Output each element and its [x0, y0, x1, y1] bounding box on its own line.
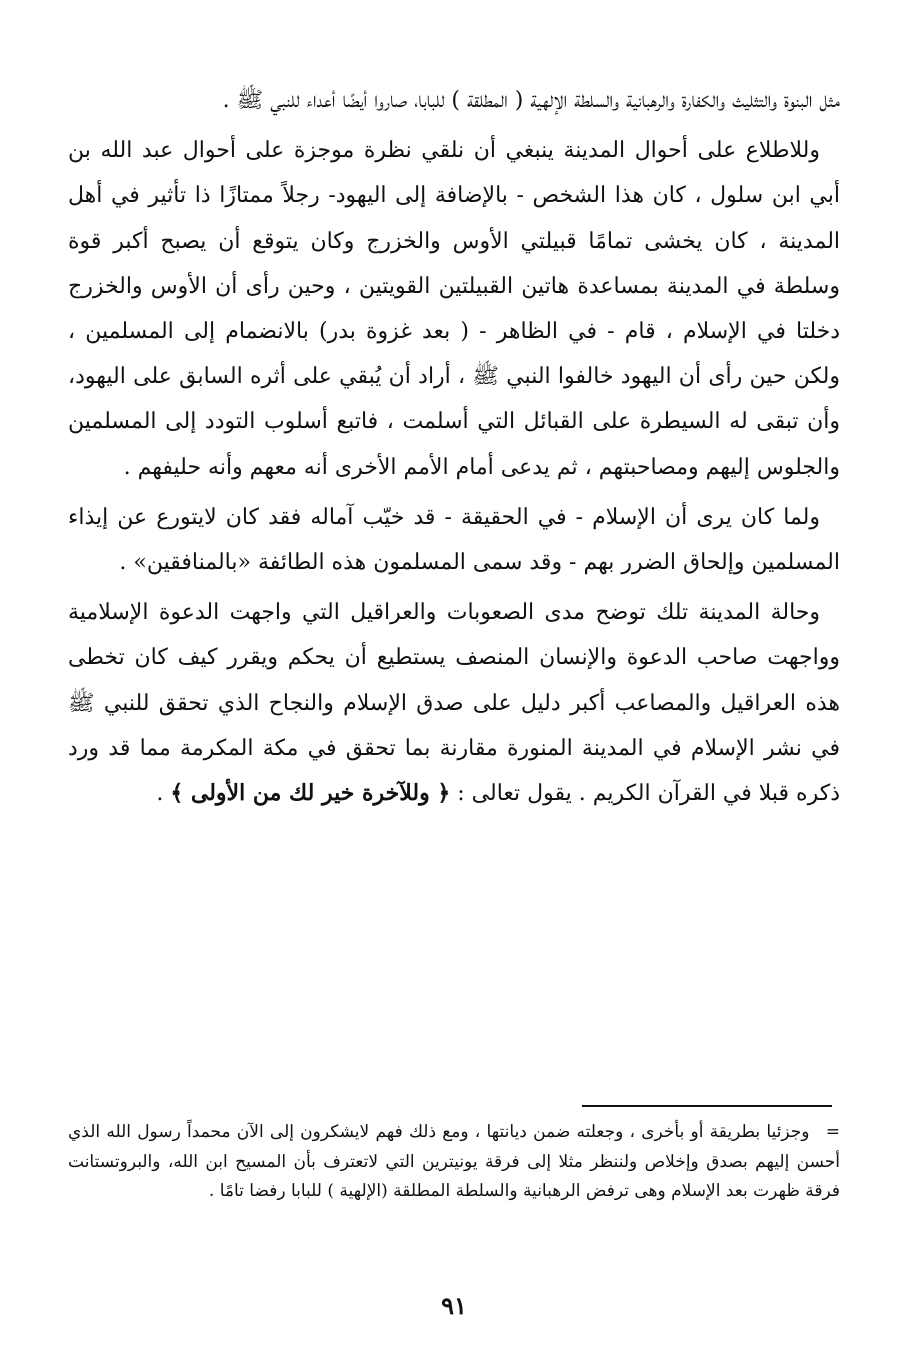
book-page [68, 78, 840, 1348]
text-line: تخطى هذه العراقيل والمصاعب أكبر دليل على صدق الإسلام والنجاح الذي تحقق للنبي [68, 645, 840, 716]
text-line: المسلمين وإلحاق الضرر بهم - وقد سمى المسلمون هذه الطائفة «بالمنافقين» . [119, 550, 840, 576]
text-line: وحالة المدينة تلك توضح مدى الصعوبات والعراقيل التي واجهت الدعوة [158, 600, 820, 626]
closing-tail: . [156, 781, 171, 807]
closing-line [156, 781, 751, 806]
text-line: كان يخشى تمامًا قبيلتي الأوس والخزرج وكان يتوقع أن يصبح أكبر قوة وسلطة في المدينة [68, 228, 840, 299]
text-line: ولما كان يرى أن الإسلام - في الحقيقة - قد خيّب آماله فقد كان لايتورع عن إيذاء [68, 504, 820, 530]
text-line: أعداء للنبي ﷺ . [222, 88, 336, 113]
text-line: خالفوا النبي ﷺ ، أراد أن يُبقي على أثره السابق على اليهود، وأن تبقى له السيطرة على [68, 364, 840, 435]
paragraph-1 [68, 78, 840, 123]
paragraph-4 [68, 590, 840, 816]
text-line: وللاطلاع على أحوال المدينة ينبغي أن نلقي نظرة موجزة على أحوال عبد الله بن أبي [68, 138, 840, 209]
footnote [68, 1118, 840, 1207]
closing-lead: في القرآن الكريم . يقول تعالى : [450, 781, 752, 807]
footnote-continuation-marker: = [825, 1122, 840, 1142]
text-line: مثل البنوة والتثليث والكفارة والرهبانية والسلطة الإلهية ( المطلقة ) للبابا، صاروا أيضًا [342, 88, 840, 113]
text-line: ﷺ في نشر الإسلام في المدينة المنورة مقارنة بما تحقق في مكة المكرمة مما قد ورد ذكره قبلا [68, 690, 840, 807]
text-line: بمساعدة هاتين القبيلتين القويتين ، وحين رأى أن الأوس والخزرج دخلتا في الإسلام ، [68, 273, 841, 345]
text-line: القبائل التي أسلمت ، فاتبع أسلوب التودد إلى المسلمين والجلوس إليهم ومصاحبتهم ، [68, 409, 840, 480]
main-text [68, 78, 840, 816]
footnote-line: وجزئيا بطريقة أو بأخرى ، وجعلته ضمن ديانتها ، ومع ذلك فهم لايشكرون إلى الآن محمداً [187, 1122, 810, 1142]
footnote-line: المسيح ابن الله، والبروتستانت فرقة ظهرت بعد الإسلام وهى ترفض الرهبانية والسلطة المطلقة [68, 1151, 840, 1201]
text-line: قام - في الظاهر - ( بعد غزوة بدر) بالانضمام إلى المسلمين ، ولكن حين رأى أن اليهود [68, 319, 841, 390]
page-number: ٩١ [441, 1291, 467, 1320]
paragraph-3 [68, 495, 840, 585]
quran-verse: ﴿ وللآخرة خير لك من الأولى ﴾ [170, 780, 451, 807]
text-line: الإسلامية وواجهت صاحب الدعوة والإنسان المنصف يستطيع أن يحكم ويقرر كيف كان [68, 600, 840, 671]
text-line: ثم يدعى أمام الأمم الأخرى أنه معهم وأنه حليفهم . [123, 454, 578, 480]
footnote-line: رسول الله الذي أحسن إليهم بصدق وإخلاص ولننظر مثلا إلى فرقة يونيترين التي لاتعترف بأن [68, 1122, 841, 1172]
footnote-divider [582, 1105, 832, 1107]
paragraph-2 [68, 128, 840, 490]
footnote-line: (الإلهية ) للبابا رفضا تامًا . [208, 1181, 388, 1201]
text-line: ابن سلول ، كان هذا الشخص - بالإضافة إلى اليهود- رجلاً ممتازًا ذا تأثير في أهل المدينة ، [68, 183, 841, 254]
